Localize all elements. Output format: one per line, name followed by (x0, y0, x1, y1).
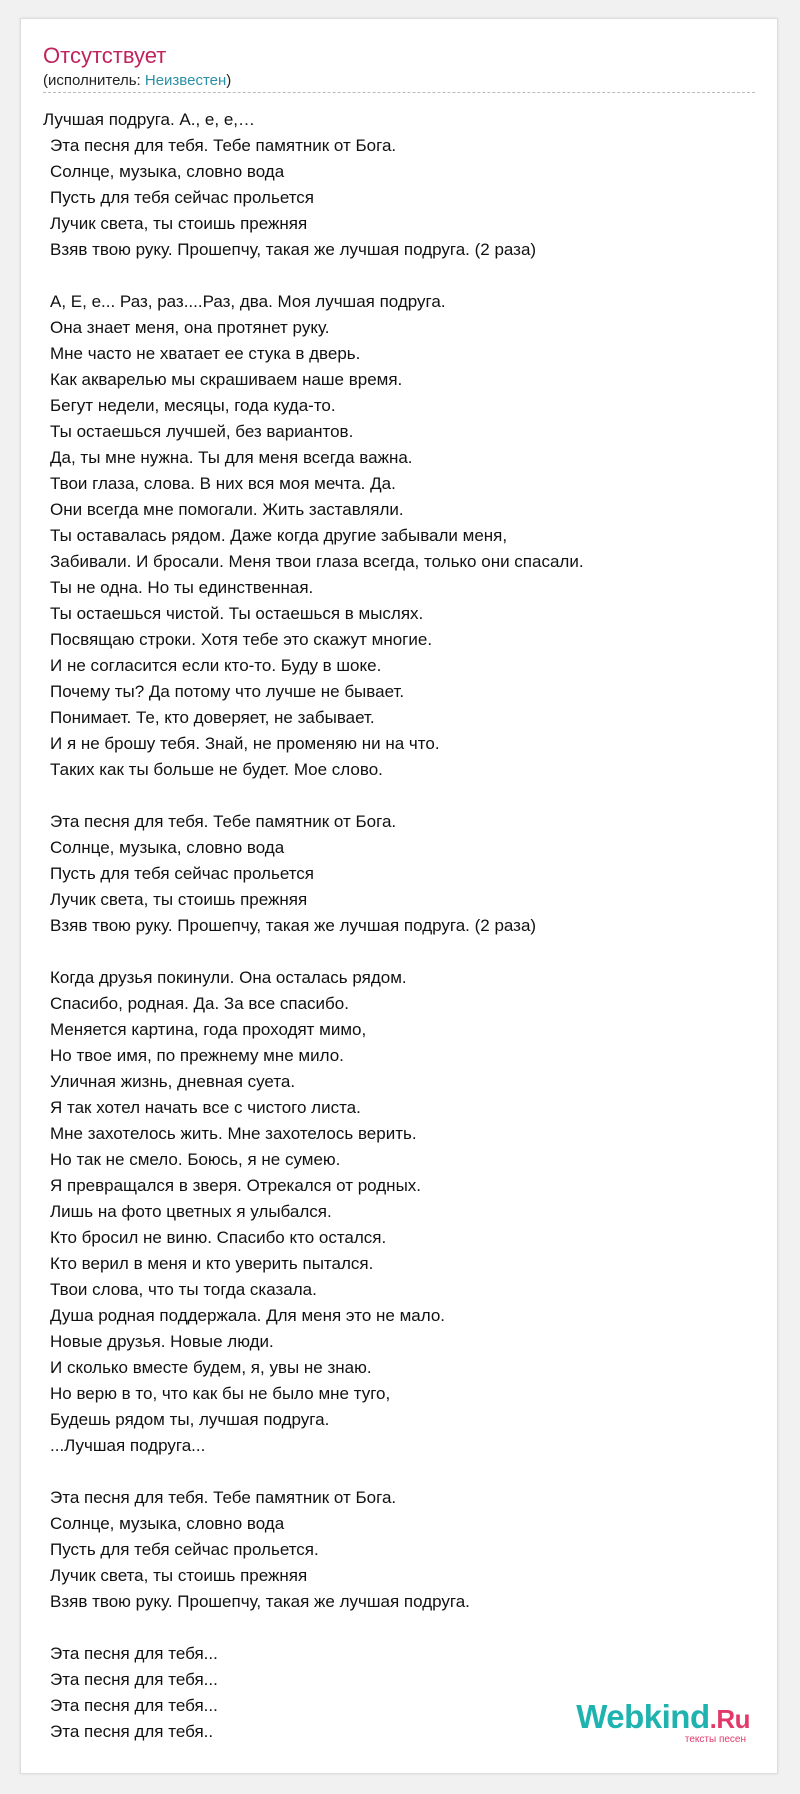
lyric-line: Но твое имя, по прежнему мне мило. (50, 1046, 344, 1065)
lyric-line: Взяв твою руку. Прошепчу, такая же лучшая подруга. (2 раза) (50, 240, 537, 259)
lyric-blank-line (43, 263, 755, 289)
lyric-line: Эта песня для тебя... (50, 1670, 218, 1689)
lyric-line: И я не брошу тебя. Знай, не променяю ни на что. (50, 734, 440, 753)
lyric-line: Лучшая подруга. А., е, е,… (43, 110, 256, 129)
lyric-line: ...Лучшая подруга... (50, 1436, 206, 1455)
lyric-line: Ты оставалась рядом. Даже когда другие забывали меня, (50, 526, 508, 545)
song-title: Отсутствует (43, 43, 167, 68)
lyric-line: Я превращался в зверя. Отрекался от родных. (50, 1176, 422, 1195)
lyric-line: А, Е, е... Раз, раз....Раз, два. Моя лучшая подруга. (50, 292, 446, 311)
lyric-line: Я так хотел начать все с чистого листа. (50, 1098, 361, 1117)
lyric-line: Душа родная поддержала. Для меня это не мало. (50, 1306, 446, 1325)
logo-accent: .Ru (709, 1704, 750, 1734)
lyric-line: Таких как ты больше не будет. Мое слово. (50, 760, 383, 779)
header-divider (43, 92, 755, 93)
logo-tagline: тексты песен (684, 1734, 746, 1745)
performer-link[interactable]: Неизвестен (144, 72, 227, 89)
lyric-line: Лучик света, ты стоишь прежняя (50, 890, 308, 909)
lyric-line: Спасибо, родная. Да. За все спасибо. (50, 994, 349, 1013)
lyric-line: Мне часто не хватает ее стука в дверь. (50, 344, 361, 363)
lyric-line: Будешь рядом ты, лучшая подруга. (50, 1410, 330, 1429)
logo-wordmark (576, 1700, 750, 1736)
lyric-line: Ты остаешься чистой. Ты остаешься в мыслях. (50, 604, 424, 623)
lyric-line: Эта песня для тебя... (50, 1696, 218, 1715)
lyric-line: Пусть для тебя сейчас прольется. (50, 1540, 319, 1559)
lyric-line: Эта песня для тебя. Тебе памятник от Бога. (50, 1488, 397, 1507)
lyric-line: Твои глаза, слова. В них вся моя мечта. Да. (50, 474, 396, 493)
lyric-line: Лишь на фото цветных я улыбался. (50, 1202, 332, 1221)
lyric-line: Меняется картина, года проходят мимо, (50, 1020, 367, 1039)
lyric-line: Твои слова, что ты тогда сказала. (50, 1280, 317, 1299)
lyric-line: Когда друзья покинули. Она осталась рядом. (50, 968, 407, 987)
lyric-line: Эта песня для тебя. Тебе памятник от Бога. (50, 812, 397, 831)
lyric-line: Она знает меня, она протянет руку. (50, 318, 330, 337)
lyric-line: Кто верил в меня и кто уверить пытался. (50, 1254, 374, 1273)
lyric-line: Они всегда мне помогали. Жить заставляли. (50, 500, 404, 519)
site-logo[interactable] (576, 1700, 750, 1745)
lyric-line: И не согласится если кто-то. Буду в шоке. (50, 656, 382, 675)
lyric-blank-line (43, 939, 755, 965)
performer-prefix: (исполнитель: (43, 72, 145, 89)
lyric-line: Эта песня для тебя.. (50, 1722, 214, 1741)
lyric-line: Эта песня для тебя. Тебе памятник от Бога. (50, 136, 397, 155)
lyric-line: Новые друзья. Новые люди. (50, 1332, 274, 1351)
lyric-line: Посвящаю строки. Хотя тебе это скажут многие. (50, 630, 433, 649)
lyric-line: Солнце, музыка, словно вода (50, 838, 285, 857)
lyric-line: Лучик света, ты стоишь прежняя (50, 214, 308, 233)
lyric-line: Но так не смело. Боюсь, я не сумею. (50, 1150, 341, 1169)
lyric-blank-line (43, 1459, 755, 1485)
lyric-line: Бегут недели, месяцы, года куда-то. (50, 396, 336, 415)
lyric-line: Солнце, музыка, словно вода (50, 162, 285, 181)
lyric-line: Лучик света, ты стоишь прежняя (50, 1566, 308, 1585)
lyric-blank-line (43, 783, 755, 809)
lyric-line: Уличная жизнь, дневная суета. (50, 1072, 296, 1091)
performer-line (43, 71, 755, 91)
lyrics-body (43, 107, 755, 1745)
lyric-line: Пусть для тебя сейчас прольется (50, 188, 315, 207)
lyric-line: Взяв твою руку. Прошепчу, такая же лучшая подруга. (50, 1592, 470, 1611)
lyric-blank-line (43, 1615, 755, 1641)
lyric-line: Почему ты? Да потому что лучше не бывает. (50, 682, 405, 701)
lyric-line: Как акварелью мы скрашиваем наше время. (50, 370, 403, 389)
lyric-line: Кто бросил не виню. Спасибо кто остался. (50, 1228, 387, 1247)
lyric-line: Понимает. Те, кто доверяет, не забывает. (50, 708, 375, 727)
lyric-line: Эта песня для тебя... (50, 1644, 218, 1663)
lyric-line: Забивали. И бросали. Меня твои глаза всегда, только они спасали. (50, 552, 584, 571)
lyrics-card (20, 18, 778, 1774)
performer-suffix: ) (226, 72, 232, 89)
lyric-line: Взяв твою руку. Прошепчу, такая же лучшая подруга. (2 раза) (50, 916, 537, 935)
logo-name: Webkind (576, 1698, 710, 1735)
lyric-line: Да, ты мне нужна. Ты для меня всегда важна. (50, 448, 413, 467)
lyric-line: Ты не одна. Но ты единственная. (50, 578, 314, 597)
lyric-line: Солнце, музыка, словно вода (50, 1514, 285, 1533)
lyric-line: Мне захотелось жить. Мне захотелось верить. (50, 1124, 417, 1143)
lyric-line: Ты остаешься лучшей, без вариантов. (50, 422, 354, 441)
lyric-line: Но верю в то, что как бы не было мне туго, (50, 1384, 391, 1403)
song-header (43, 43, 755, 91)
lyric-line: Пусть для тебя сейчас прольется (50, 864, 315, 883)
lyric-line: И сколько вместе будем, я, увы не знаю. (50, 1358, 372, 1377)
